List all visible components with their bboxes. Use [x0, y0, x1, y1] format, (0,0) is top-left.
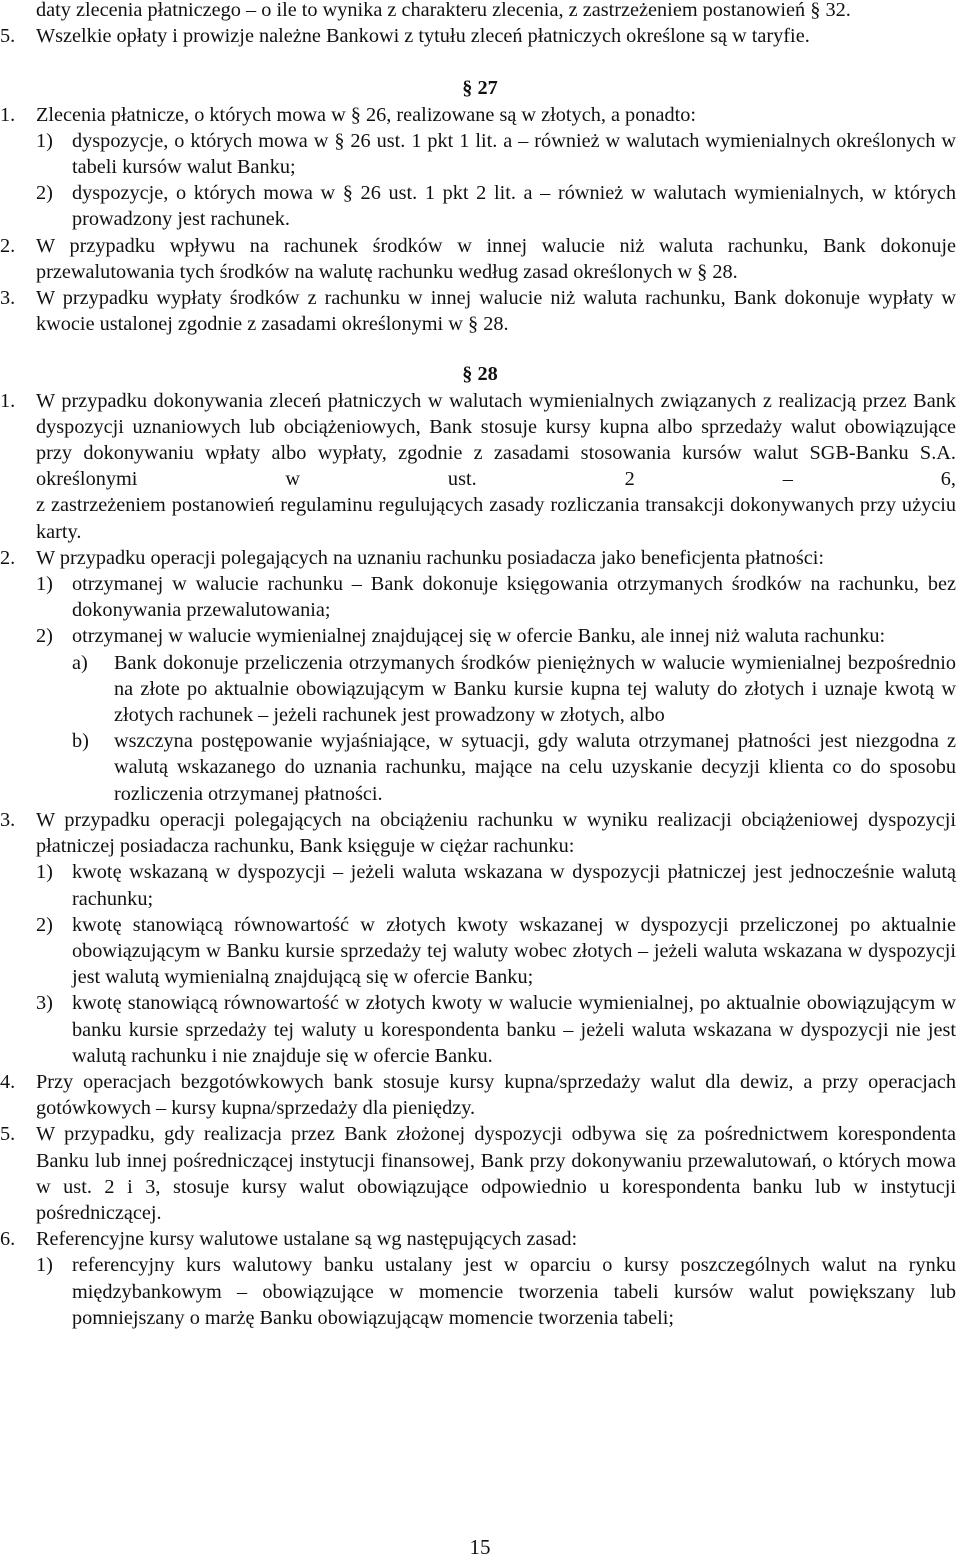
item-number: 2): [36, 182, 53, 205]
paragraph-number: 2.: [0, 234, 16, 257]
paragraph-number: 3.: [0, 287, 16, 310]
s27-p1-item-2: 2) dyspozycje, o których mowa w § 26 ust. 1 pkt 2 lit. a – również w walutach wymienialnych, w których prowadzony jest rachunek.: [36, 182, 956, 231]
paragraph-number: 3.: [0, 808, 16, 831]
s28-p3-item-2: 2) kwotę stanowiącą równowartość w złotych kwoty wskazanej w dyspozycji przeliczonej po aktualnie obowiązującym w Banku kursie sprzedaży tej waluty wobec złotych – jeżeli waluta wskazana w dyspozycji jest walutą wymienialną znajdującą się w ofercie Banku;: [36, 913, 956, 989]
s28-p2-item-2-a: a) Bank dokonuje przeliczenia otrzymanych środków pieniężnych w walucie wymienialnej bezpośrednio na złote po aktualnie obowiązującym w Banku kursie kupna tej waluty do złotych i uznaje kwotą w złotych rachunek – jeżeli rachunek jest prowadzony w złotych, albo: [72, 651, 956, 727]
s28-p6-item-1: 1) referencyjny kurs walutowy banku ustalany jest w oparciu o kursy poszczególnych walut na rynku międzybankowym – obowiązujące w momencie tworzenia tabeli kursów walut powiększany lub pomniejszany o marżę Banku obowiązującąw momencie tworzenia tabeli;: [36, 1254, 956, 1329]
s27-paragraph-3: 3. W przypadku wypłaty środków z rachunku w innej walucie niż waluta rachunku, Bank dokonuje wypłaty w kwocie ustalonej zgodnie z zasadami określonymi w § 28.: [0, 287, 956, 336]
continuation-text: daty zlecenia płatniczego – o ile to wynika z charakteru zlecenia, z zastrzeżeniem postanowień § 32.: [36, 0, 851, 21]
letter-marker: b): [72, 730, 89, 753]
s28-paragraph-3: 3. W przypadku operacji polegających na obciążeniu rachunku w wyniku realizacji obciążeniowej dyspozycji płatniczej posiadacza rachunku, Bank księguje w ciężar rachunku:: [0, 808, 956, 858]
s28-paragraph-4: 4. Przy operacjach bezgotówkowych bank stosuje kursy kupna/sprzedaży walut dla dewiz, a przy operacjach gotówkowych – kursy kupna/sprzedaży dla pieniędzy.: [0, 1070, 956, 1120]
s28-p3-item-1: 1) kwotę wskazaną w dyspozycji – jeżeli waluta wskazana w dyspozycji płatniczej jest jednocześnie walutą rachunku;: [36, 861, 956, 910]
item-number: 2): [36, 913, 53, 936]
s28-paragraph-1: 1. W przypadku dokonywania zleceń płatniczych w walutach wymienialnych związanych z realizacją przez Bank dyspozycji uznaniowych lub obciążeniowych, Bank stosuje kursy kupna albo sprzedaży walut obowiązujące przy dokonywaniu wpłaty albo wypłaty, zgodnie z zasadami stosowania kursów walut SGB-Banku S.A. określonymi w ust. 2 – 6, z zastrzeżeniem postanowień regulaminu regulujących zasady rozliczania transakcji dokonywanych przy użyciu karty.: [0, 389, 956, 543]
s27-p1-item-1: 1) dyspozycje, o których mowa w § 26 ust. 1 pkt 1 lit. a – również w walutach wymienialnych określonych w tabeli kursów walut Banku;: [36, 129, 956, 179]
page-number: 15: [469, 1535, 491, 1559]
s28-p2-item-1: 1) otrzymanej w walucie rachunku – Bank dokonuje księgowania otrzymanych środków na rachunku, bez dokonywania przewalutowania;: [36, 573, 956, 622]
paragraph-5: 5. Wszelkie opłaty i prowizje należne Bankowi z tytułu zleceń płatniczych określone są w taryfie.: [0, 23, 956, 49]
s28-p2-item-2: 2) otrzymanej w walucie wymienialnej znajdującej się w ofercie Banku, ale innej niż waluta rachunku:: [0, 623, 956, 649]
s28-paragraph-5: 5. W przypadku, gdy realizacja przez Bank złożonej dyspozycji odbywa się za pośrednictwem korespondenta Banku lub innej pośredniczącej instytucji finansowej, Bank przy dokonywaniu przewalutowań, o których mowa w ust. 2 i 3, stosuje kursy walut obowiązujące odpowiednio u korespondenta banku lub w instytucji pośredniczącej.: [0, 1123, 956, 1224]
paragraph-number: 5.: [0, 1123, 16, 1146]
item-number: 1): [36, 129, 53, 152]
paragraph-number: 1.: [0, 389, 16, 412]
s28-p3-item-3: 3) kwotę stanowiącą równowartość w złotych kwoty w walucie wymienialnej, po aktualnie obowiązującym w banku kursie sprzedaży tej waluty u korespondenta banku – jeżeli waluta wskazana w dyspozycji nie jest walutą rachunku i nie znajduje się w ofercie Banku.: [36, 992, 956, 1067]
item-number: 3): [36, 992, 53, 1015]
s27-paragraph-1: 1. Zlecenia płatnicze, o których mowa w § 26, realizowane są w złotych, a ponadto:: [0, 102, 956, 128]
section-heading-27: § 27: [462, 77, 498, 100]
item-number: 2): [36, 625, 53, 648]
paragraph-number: 4.: [0, 1070, 16, 1093]
letter-marker: a): [72, 651, 88, 674]
item-number: 1): [36, 573, 53, 596]
item-number: 1): [36, 861, 53, 884]
s28-p2-item-2-b: b) wszczyna postępowanie wyjaśniające, w sytuacji, gdy waluta otrzymanej płatności jest niezgodna z walutą wskazanego do uznania rachunku, mające na celu uzyskanie decyzji klienta co do sposobu rozliczenia otrzymanej płatności.: [72, 730, 956, 805]
s27-paragraph-2: 2. W przypadku wpływu na rachunek środków w innej walucie niż waluta rachunku, Bank dokonuje przewalutowania tych środków na walutę rachunku według zasad określonych w § 28.: [0, 234, 956, 283]
item-number: 1): [36, 1254, 53, 1277]
section-heading-28: § 28: [462, 363, 498, 386]
paragraph-number: 5.: [0, 25, 16, 48]
s28-paragraph-6: 6. Referencyjne kursy walutowe ustalane są wg następujących zasad:: [0, 1226, 956, 1252]
paragraph-number: 1.: [0, 103, 16, 126]
s28-paragraph-2: 2. W przypadku operacji polegających na uznaniu rachunku posiadacza jako beneficjenta płatności:: [0, 545, 956, 571]
paragraph-number: 6.: [0, 1228, 16, 1251]
paragraph-number: 2.: [0, 546, 16, 569]
